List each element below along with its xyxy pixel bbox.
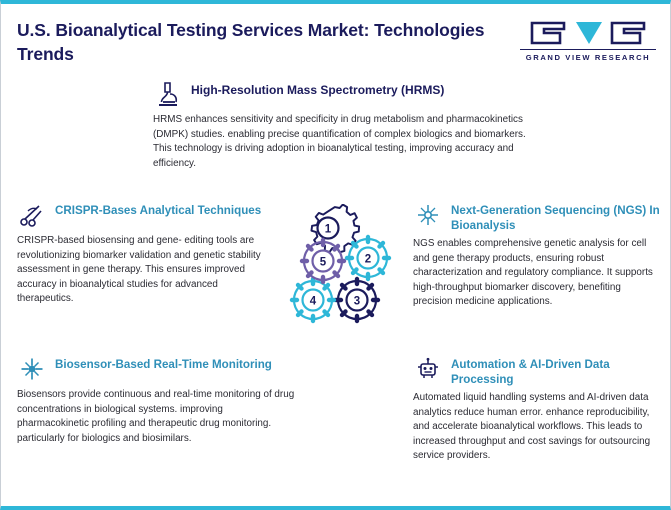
gene-sequence-icon (413, 200, 443, 230)
gear-5 (302, 240, 344, 282)
gear-2 (347, 237, 389, 279)
gear-3 (336, 279, 378, 321)
block-ngs (413, 202, 661, 310)
dna-scissors-icon (17, 200, 47, 230)
gear-3-number: 3 (353, 295, 361, 308)
grand-view-research-logo-icon (530, 20, 646, 46)
block-crispr-header (17, 202, 285, 230)
block-ngs-body: NGS enables comprehensive genetic analysis for cell and gene therapy products, ensuring robust characterization and regulatory compliance. It supports high-throughput biomarker discovery, benefiting precision medicine applications. (413, 238, 653, 308)
logo (520, 20, 656, 62)
block-crispr-title: CRISPR-Bases Analytical Techniques (55, 204, 262, 217)
block-hrms-header (153, 81, 543, 109)
block-automation-header (413, 356, 661, 387)
robot-icon (413, 354, 443, 384)
gear-5-number: 5 (319, 256, 327, 269)
gear-1-number: 1 (324, 223, 332, 236)
block-crispr (17, 202, 285, 307)
biosensor-icon (17, 354, 47, 384)
block-hrms (153, 81, 543, 171)
gear-4-number: 4 (309, 295, 317, 308)
block-automation-body: Automated liquid handling systems and AI-driven data analytics reduce human error. enhance reproducibility, and accelerate bioanalytical workflows. This leads to increased throughput and cost savings for outsourcing service providers. (413, 392, 651, 462)
block-automation-title: Automation & AI-Driven Data Processing (451, 358, 610, 386)
block-ngs-title: Next-Generation Sequencing (NGS) In Bioanalysis (451, 204, 660, 232)
block-biosensor-title: Biosensor-Based Real-Time Monitoring (55, 358, 272, 371)
gear-cluster (282, 204, 408, 334)
block-biosensor-body: Biosensors provide continuous and real-time monitoring of drug concentrations in biological systems. improving pharmacokinetic profiling and therapeutic drug monitoring. particularly for biologics and biosimilars. (17, 389, 295, 444)
microscope-icon (153, 79, 183, 109)
gear-2-number: 2 (364, 253, 372, 266)
block-crispr-body: CRISPR-based biosensing and gene- editing tools are revolutionizing biomarker validation and genetic stability assessment in gene therapy. This ensures improved accuracy in bioanalytical studies for advanced therapeutics. (17, 235, 261, 305)
block-hrms-body: HRMS enhances sensitivity and specificity in drug metabolism and pharmacokinetics (DMPK) studies. enabling precise quantification of complex biologics and biomarkers. This technology is driving adoption in bioanalytical testing, improving accuracy and efficiency. (153, 114, 526, 169)
block-ngs-header (413, 202, 661, 233)
logo-divider (520, 49, 656, 50)
page-title: U.S. Bioanalytical Testing Services Market: Technologies Trends (17, 20, 485, 64)
header (1, 4, 671, 72)
gear-4 (292, 279, 334, 321)
block-automation (413, 356, 661, 464)
block-biosensor-header (17, 356, 297, 384)
block-hrms-title: High-Resolution Mass Spectrometry (HRMS) (191, 83, 445, 97)
block-biosensor (17, 356, 297, 446)
logo-text: GRAND VIEW RESEARCH (525, 53, 651, 62)
